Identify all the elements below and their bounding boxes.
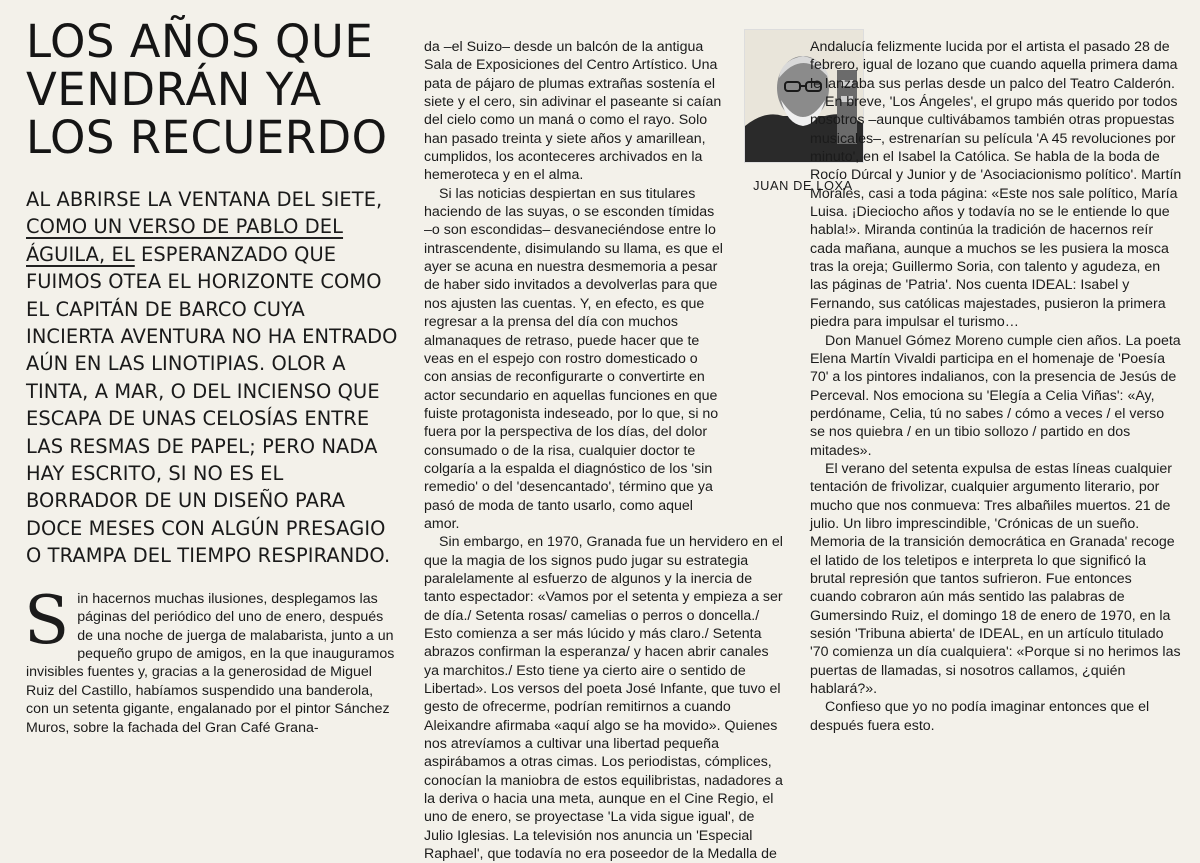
paragraph: El verano del setenta expulsa de estas líneas cualquier tentación de frivolizar, cualquier argumento literario, por mucho que nos conmueva: Tres albañiles muertos. 21 de julio. Un libro imprescindible, 'Crónicas de un sueño. Memoria de la transición democrática en Granada' recoge el latido de los teletipos e interpreta lo que significó la brutal represión que tantos sufrieron. Fue entonces cuando cobraron aún más sentido las palabras de Gumersindo Ruiz, el domingo 18 de enero de 1970, en la sesión 'Tribuna abierta' de IDEAL, en un artículo titulado '70 comienza un día cualquiera': «Porque si no herimos las puertas de llamadas, si nosotros callamos, ¿quién hablará?». — [810, 460, 1181, 698]
paragraph: En breve, 'Los Ángeles', el grupo más querido por todos nosotros –aunque cultivábamos también otras propuestas musicales–, estrenarían su película 'A 45 revoluciones por minuto', en el Isabel la Católica. Se habla de la boda de Rocío Dúrcal y Junior y de 'Asociacionismo político'. Martín Morales, casi a toda página: «Este nos sale político, María Luisa. ¡Dieciocho años y todavía no se le entiende lo que habla!». Miranda continúa la tradición de hacernos reír cada mañana, aunque a muchos se les pusiera la mosca tras la oreja; Guillermo Soria, con talento y agudeza, en las páginas de 'Patria'. Nos cuenta IDEAL: Isabel y Fernando, sus católicas majestades, pusieron la primera piedra para impulsar el turismo… — [810, 94, 1182, 331]
subhead-part-1: AL ABRIRSE LA VENTANA DEL SIETE, — [26, 188, 383, 211]
column-1 — [24, 15, 398, 737]
column-3 — [810, 38, 1182, 735]
photo-caption: JUAN DE LOXA — [753, 178, 853, 193]
subhead — [26, 186, 398, 570]
paragraph: Confieso que yo no podía imaginar entonces que el después fuera esto. — [810, 699, 1150, 734]
headline: LOS AÑOS QUE VENDRÁN YA LOS RECUERDO — [26, 15, 388, 164]
paragraph: da –el Suizo– desde un balcón de la antigua Sala de Exposiciones del Centro Artístico. Una pata de pájaro de plumas extrañas sostenía el siete y el cero, sin adivinar el paseante si caían del cielo como un maná o como el rayo. Solo han pasado treinta y siete años y amarillean, cumplidos, los aconteceres archivados en la hemeroteca y en el alma. — [424, 39, 722, 184]
column-2-top — [424, 38, 724, 533]
column-2 — [424, 38, 784, 863]
paragraph: Sin embargo, en 1970, Granada fue un hervidero en el que la magia de los signos pudo jugar su estrategia paralelamente al esfuerzo de algunos y la inercia de tanto espectador: «Vamos por el setenta y empieza a ser de día./ Setenta rosas/ camelias o perros o doncella./ Esto comienza a ser más lúcido y más claro./ Setenta abrazos confirman la esperanza/ y hacen abrir canales ya marchitos./ Esto tiene ya cierto aire o sentido de Libertad». Los versos del poeta José Infante, que tuvo el gesto de ofrecerme, podrían remitirnos a cuando Aleixandre afirmaba «aquí algo se ha movido». Quienes nos atrevíamos a cultivar una libertad pequeña aspirábamos a otras cimas. Los periodistas, cómplices, conocían la maniobra de estos equilibristas, nadadores a la deriva o hacia una meta, aunque en el Cine Regio, el uno de enero, se proyectase 'La vida sigue igual', de Julio Iglesias. La televisión nos anuncia un 'Especial Raphael', que todavía no era poseedor de la Medalla de — [424, 534, 783, 863]
subhead-part-2: ESPERANZADO QUE FUIMOS OTEA EL HORIZONTE COMO EL CAPITÁN DE BARCO CUYA INCIERTA AVENTURA NO HA ENTRADO AÚN EN LAS LINOTIPIAS. OLOR A TINTA, A MAR, O DEL INCIENSO QUE ESCAPA DE UNAS CELOSÍAS ENTRE LAS RESMAS DE PAPEL; PERO NADA HAY ESCRITO, SI NO ES EL BORRADOR DE UN DISEÑO PARA DOCE MESES CON ALGÚN PRESAGIO O TRAMPA DEL TIEMPO RESPIRANDO. — [26, 242, 398, 568]
paragraph: Si las noticias despiertan en sus titulares haciendo de las suyas, o se esconden tímidas –o son escondidas– desvaneciéndose entre lo intrascendente, disimulando su llama, es que el ayer se acuna en nuestra desmemoria a pesar de haber sido invitados a devolverlas para que nos ajusten las cuentas. Y, en efecto, es que regresar a la prensa del día con muchos almanaques de retraso, puede hacer que te veas en el espejo con rostro domesticado o con ansias de reconfigurarte o convertirte en actor secundario en aquellas funciones en que fuiste protagonista indeseado, por lo que, si no fuera por la perspectiva de los días, del dolor consumado o de la risa, cualquier doctor te colgaría a la espalda el diagnóstico de los 'sin remedio' o del 'desencantado', término que ya pasó de moda de tanto usarlo, como aquel amor. — [424, 185, 723, 532]
paragraph: Andalucía felizmente lucida por el artista el pasado 28 de febrero, igual de lozano que cuando aquella primera dama le lanzaba sus perlas desde un palco del Teatro Calderón. — [810, 39, 1178, 92]
body-paragraph — [24, 581, 398, 737]
body-paragraph-text: in hacernos muchas ilusiones, desplegamos las páginas del periódico del uno de enero, después de una noche de juerga de malabarista, junto a un pequeño grupo de amigos, en la que inauguramos invisibles fuentes y, gracias a la generosidad de Miguel Ruiz del Castillo, habíamos suspendido una banderola, con un setenta gigante, engalanado por el pintor Sánchez Muros, sobre la fachada del Gran Café Grana- — [26, 590, 395, 736]
subhead-underlined: COMO UN VERSO DE PABLO DEL ÁGUILA, EL — [26, 215, 344, 266]
paragraph: Don Manuel Gómez Moreno cumple cien años. La poeta Elena Martín Vivaldi participa en el homenaje de 'Poesía 70' a los pintores indalianos, con la presencia de Jesús de Perceval. Nos emociona su 'Elegía a Celia Viñas': «Ay, perdóname, Celia, tú no sabes / cómo a veces / el verso se nos quiebra / en un tibio sollozo / partido en dos mitades». — [810, 332, 1181, 459]
drop-cap: S — [24, 581, 70, 659]
